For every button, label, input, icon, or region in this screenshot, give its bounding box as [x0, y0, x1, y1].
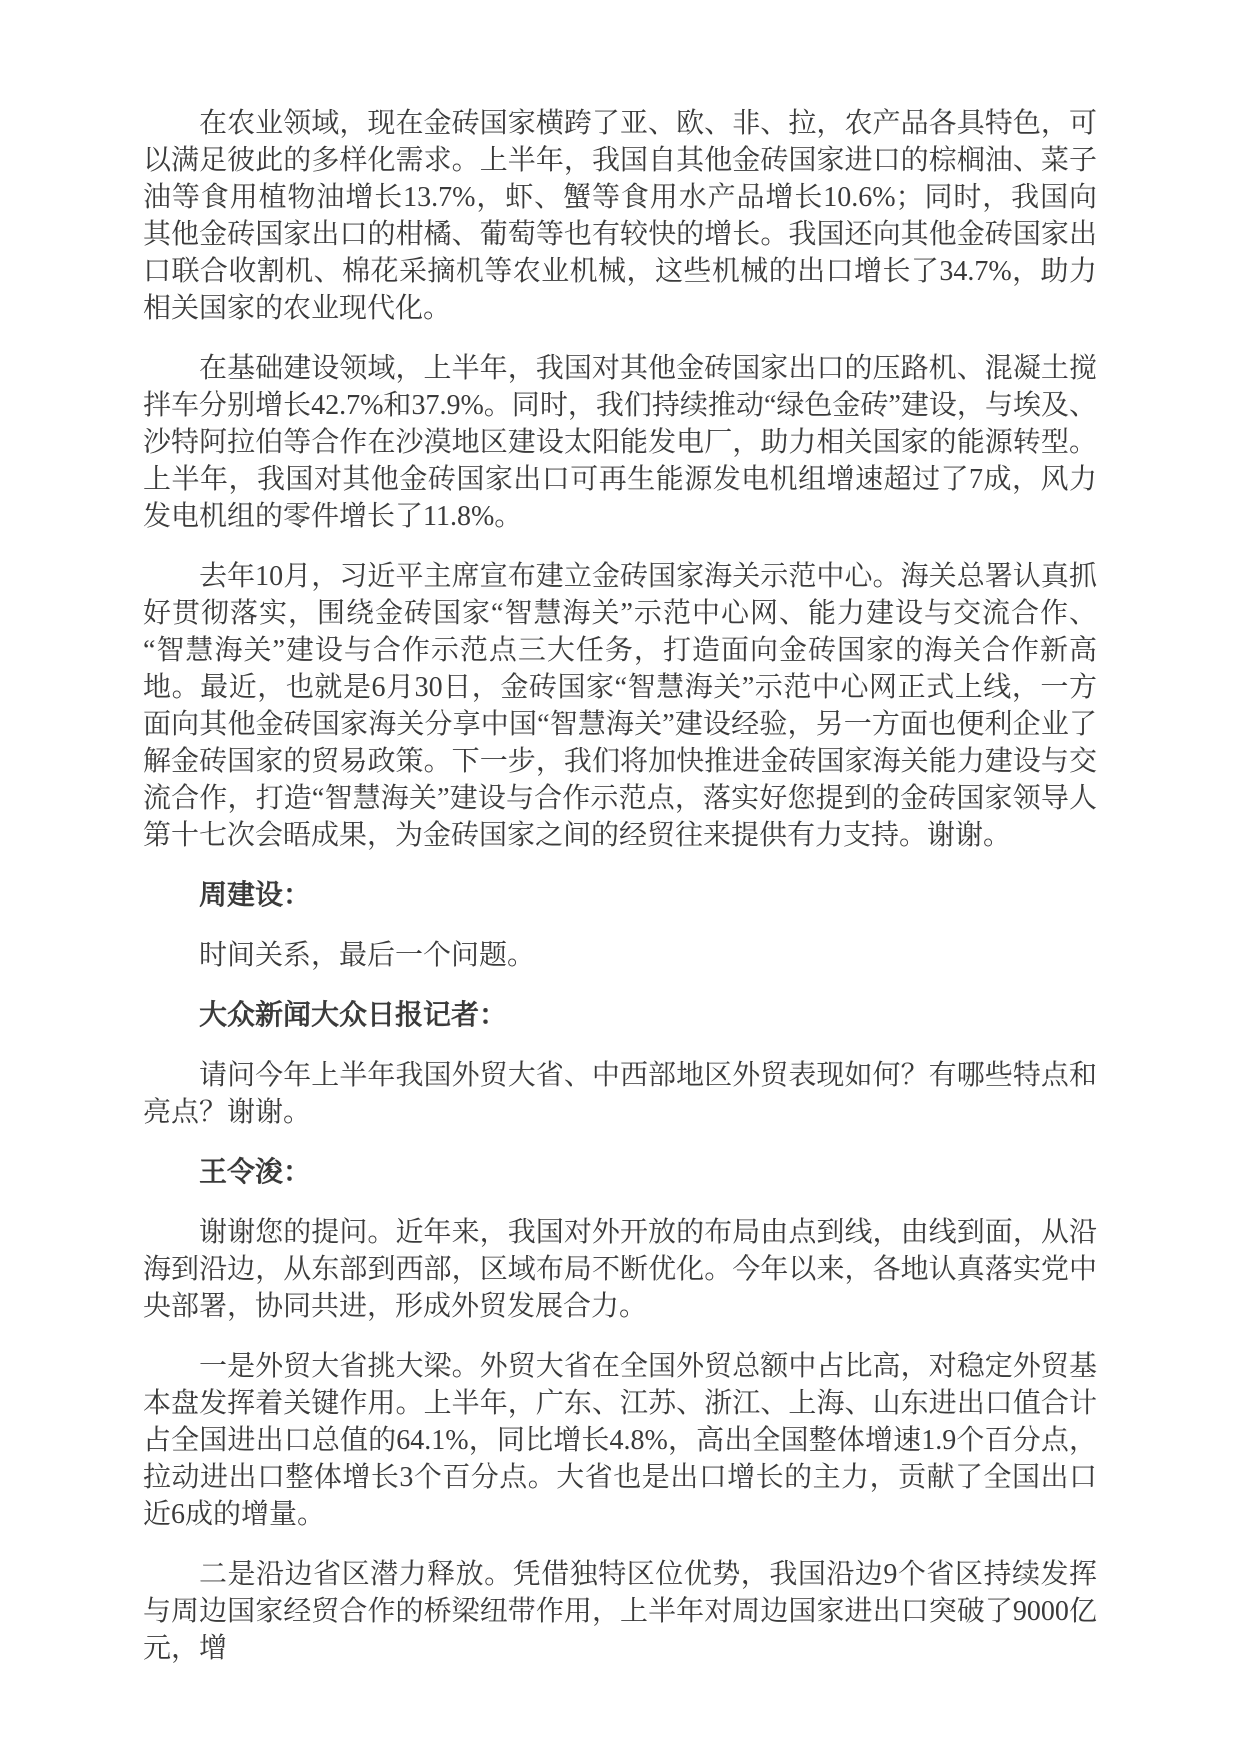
- paragraph-reporter-question: 请问今年上半年我国外贸大省、中西部地区外贸表现如何？有哪些特点和亮点？谢谢。: [143, 1060, 1097, 1128]
- paragraph-answer-point-two: 二是沿边省区潜力释放。凭借独特区位优势，我国沿边9个省区持续发挥与周边国家经贸合作的桥梁纽带作用，上半年对周边国家进出口突破了9000亿元，增: [143, 1559, 1097, 1664]
- paragraph-brics-agriculture: 在农业领域，现在金砖国家横跨了亚、欧、非、拉，农产品各具特色，可以满足彼此的多样化需求。上半年，我国自其他金砖国家进口的棕榈油、菜子油等食用植物油增长13.7%，虾、蟹等食用水产品增长10.6%；同时，我国向其他金砖国家出口的柑橘、葡萄等也有较快的增长。我国还向其他金砖国家出口联合收割机、棉花采摘机等农业机械，这些机械的出口增长了34.7%，助力相关国家的农业现代化。: [143, 108, 1097, 324]
- paragraph-moderator-remark: 时间关系，最后一个问题。: [199, 940, 536, 971]
- speaker-heading-reporter: 大众新闻大众日报记者：: [199, 1000, 508, 1031]
- paragraph-brics-customs: 去年10月，习近平主席宣布建立金砖国家海关示范中心。海关总署认真抓好贯彻落实，围绕金砖国家“智慧海关”示范中心网、能力建设与交流合作、“智慧海关”建设与合作示范点三大任务，打造面向金砖国家的海关合作新高地。最近，也就是6月30日，金砖国家“智慧海关”示范中心网正式上线，一方面向其他金砖国家海关分享中国“智慧海关”建设经验，另一方面也便利企业了解金砖国家的贸易政策。下一步，我们将加快推进金砖国家海关能力建设与交流合作，打造“智慧海关”建设与合作示范点，落实好您提到的金砖国家领导人第十七次会晤成果，为金砖国家之间的经贸往来提供有力支持。谢谢。: [143, 561, 1097, 851]
- speaker-heading-official: 王令浚：: [199, 1157, 312, 1188]
- paragraph-brics-infrastructure: 在基础建设领域，上半年，我国对其他金砖国家出口的压路机、混凝土搅拌车分别增长42.7%和37.9%。同时，我们持续推动“绿色金砖”建设，与埃及、沙特阿拉伯等合作在沙漠地区建设太阳能发电厂，助力相关国家的能源转型。上半年，我国对其他金砖国家出口可再生能源发电机组增速超过了7成，风力发电机组的零件增长了11.8%。: [143, 353, 1097, 532]
- paragraph-answer-intro: 谢谢您的提问。近年来，我国对外开放的布局由点到线，由线到面，从沿海到沿边，从东部到西部，区域布局不断优化。今年以来，各地认真落实党中央部署，协同共进，形成外贸发展合力。: [143, 1217, 1097, 1322]
- speaker-heading-moderator: 周建设：: [199, 880, 312, 911]
- paragraph-answer-point-one: 一是外贸大省挑大梁。外贸大省在全国外贸总额中占比高，对稳定外贸基本盘发挥着关键作用。上半年，广东、江苏、浙江、上海、山东进出口值合计占全国进出口总值的64.1%，同比增长4.8%，高出全国整体增速1.9个百分点，拉动进出口整体增长3个百分点。大省也是出口增长的主力，贡献了全国出口近6成的增量。: [143, 1351, 1097, 1530]
